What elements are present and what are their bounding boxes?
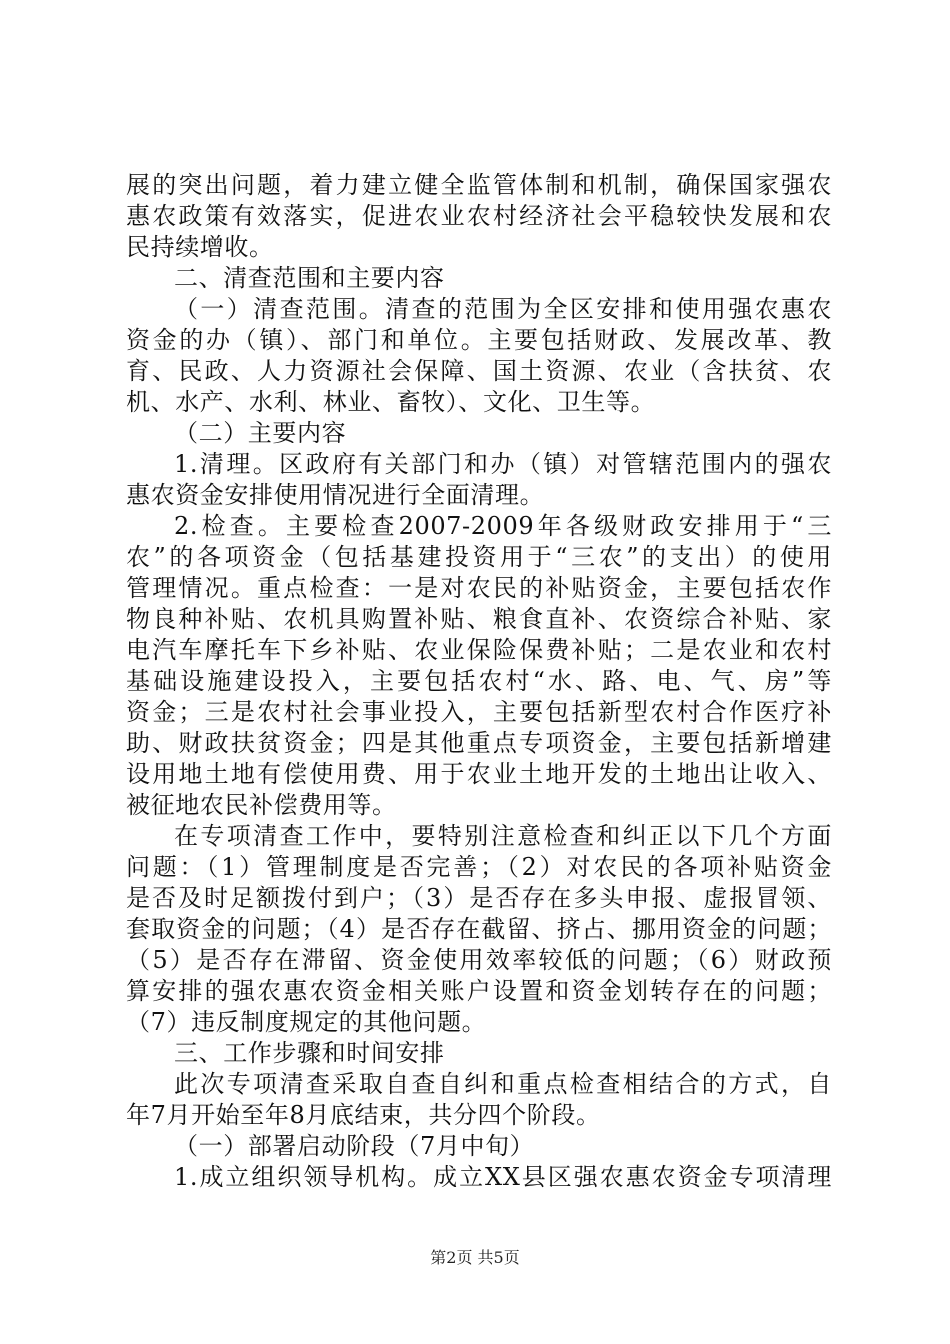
body-text-line: （一）清查范围。清查的范围为全区安排和使用强农惠农	[174, 295, 832, 323]
body-text-line: 此次专项清查采取自查自纠和重点检查相结合的方式，自	[174, 1070, 832, 1098]
body-text-line: （5）是否存在滞留、资金使用效率较低的问题；（6）财政预	[126, 946, 832, 974]
body-text-line: 机、水产、水利、林业、畜牧）、文化、卫生等。	[126, 388, 656, 416]
body-text-line: （7）违反制度规定的其他问题。	[126, 1008, 487, 1036]
body-text-line: 惠农资金安排使用情况进行全面清理。	[126, 481, 545, 509]
body-text-line: 惠农政策有效落实，促进农业农村经济社会平稳较快发展和农	[126, 202, 832, 230]
body-text-line: 基础设施建设投入，主要包括农村“水、路、电、气、房”等	[126, 667, 832, 695]
body-text-line: 是否及时足额拨付到户；（3）是否存在多头申报、虚报冒领、	[126, 884, 832, 912]
body-text-line: 助、财政扶贫资金；四是其他重点专项资金，主要包括新增建	[126, 729, 832, 757]
body-text-line: 1.清理。区政府有关部门和办（镇）对管辖范围内的强农	[174, 450, 832, 478]
body-text-line: 在专项清查工作中，要特别注意检查和纠正以下几个方面	[174, 822, 832, 850]
body-text-line: 资金的办（镇）、部门和单位。主要包括财政、发展改革、教	[126, 326, 832, 354]
subsection-heading: （一）部署启动阶段（7月中旬）	[174, 1132, 535, 1160]
body-text-line: 育、民政、人力资源社会保障、国土资源、农业（含扶贫、农	[126, 357, 832, 385]
subsection-heading: （二）主要内容	[174, 419, 347, 447]
body-text-line: 套取资金的问题；（4）是否存在截留、挤占、挪用资金的问题；	[126, 915, 832, 943]
page-number-footer: 第2页 共5页	[430, 1248, 520, 1267]
body-text-line: 1.成立组织领导机构。成立XX县区强农惠农资金专项清理	[174, 1163, 832, 1191]
body-text-line: 被征地农民补偿费用等。	[126, 791, 397, 819]
body-text-line: 电汽车摩托车下乡补贴、农业保险保费补贴；二是农业和农村	[126, 636, 832, 664]
body-text-line: 设用地土地有偿使用费、用于农业土地开发的土地出让收入、	[126, 760, 832, 788]
body-text-line: 展的突出问题，着力建立健全监管体制和机制，确保国家强农	[126, 171, 832, 199]
body-text-line: 2.检查。主要检查2007-2009年各级财政安排用于“三	[174, 512, 832, 540]
body-text-line: 问题：（1）管理制度是否完善；（2）对农民的各项补贴资金	[126, 853, 832, 881]
body-text-line: 民持续增收。	[126, 233, 274, 261]
body-text-line: 资金；三是农村社会事业投入，主要包括新型农村合作医疗补	[126, 698, 832, 726]
body-text-line: 管理情况。重点检查：一是对农民的补贴资金，主要包括农作	[126, 574, 832, 602]
body-text-line: 算安排的强农惠农资金相关账户设置和资金划转存在的问题；	[126, 977, 832, 1005]
section-heading: 三、工作步骤和时间安排	[174, 1039, 445, 1067]
body-text-line: 物良种补贴、农机具购置补贴、粮食直补、农资综合补贴、家	[126, 605, 832, 633]
body-text-line: 年7月开始至年8月底结束，共分四个阶段。	[126, 1101, 601, 1129]
body-text-line: 农”的各项资金（包括基建投资用于“三农”的支出）的使用	[126, 543, 832, 571]
section-heading: 二、清查范围和主要内容	[174, 264, 445, 292]
